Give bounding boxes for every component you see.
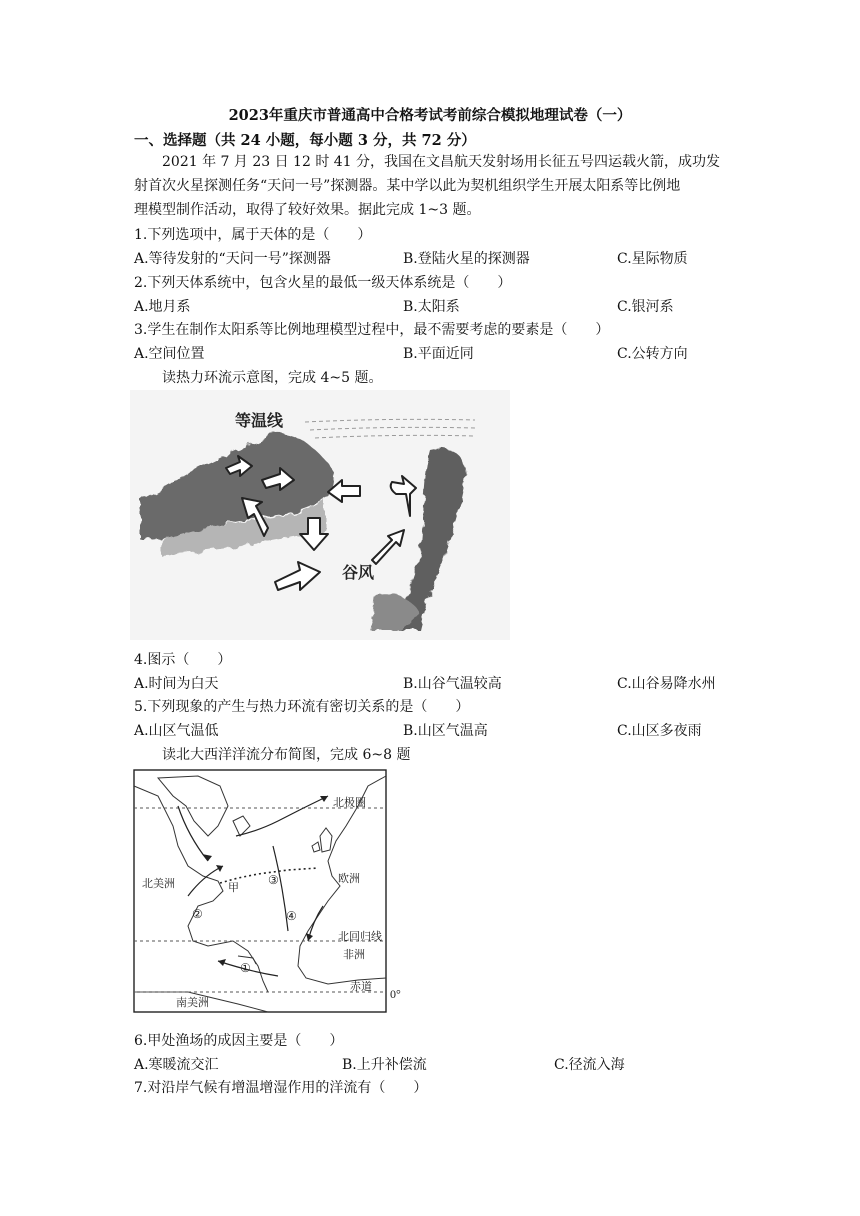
question-3-option-a: A.空间位置	[134, 346, 205, 362]
figure-1-intro: 读热力环流示意图，完成 4~5 题。	[162, 370, 383, 386]
question-1-option-a: A.等待发射的“天问一号”探测器	[134, 251, 331, 267]
question-4-stem: 4.图示（ ）	[134, 652, 232, 668]
north-america-label: 北美洲	[142, 878, 175, 890]
intro-paragraph	[134, 150, 734, 222]
question-6-option-c: C.径流入海	[554, 1057, 625, 1073]
south-america-label: 南美洲	[176, 997, 209, 1009]
question-3-stem: 3.学生在制作太阳系等比例地理模型过程中，最不需要考虑的要素是（ ）	[134, 322, 610, 338]
intro-line-3: 理模型制作活动，取得了较好效果。据此完成 1~3 题。	[134, 202, 481, 218]
question-1-stem: 1.下列选项中，属于天体的是（ ）	[134, 227, 372, 243]
current-4-label: ④	[286, 909, 297, 923]
valley-wind-label: 谷风	[342, 565, 375, 582]
question-5-option-b: B.山区气温高	[403, 723, 488, 739]
question-6-stem: 6.甲处渔场的成因主要是（ ）	[134, 1033, 344, 1049]
question-5-stem: 5.下列现象的产生与热力环流有密切关系的是（ ）	[134, 699, 470, 715]
question-5-option-c: C.山区多夜雨	[617, 723, 702, 739]
current-2-label: ②	[192, 907, 203, 921]
question-1-option-c: C.星际物质	[617, 251, 688, 267]
question-2-option-c: C.银河系	[617, 299, 674, 315]
current-3-label: ③	[268, 873, 279, 887]
jia-label: 甲	[228, 882, 239, 894]
thermal-circulation-figure	[130, 390, 510, 640]
zero-degree-label: 0°	[390, 987, 401, 1001]
equator-label: 赤道	[350, 981, 372, 993]
isotherm-label: 等温线	[235, 413, 284, 430]
africa-label: 非洲	[343, 949, 365, 961]
intro-line-2: 射首次火星探测任务“天问一号”探测器。某中学以此为契机组织学生开展太阳系等比例地	[134, 178, 681, 194]
current-1-label: ①	[240, 961, 251, 975]
question-2-option-b: B.太阳系	[403, 299, 460, 315]
question-3-option-b: B.平面近同	[403, 346, 474, 362]
exam-title: 2023年重庆市普通高中合格考试考前综合模拟地理试卷（一）	[228, 107, 632, 124]
question-3-option-c: C.公转方向	[617, 346, 688, 362]
question-6-option-b: B.上升补偿流	[342, 1057, 427, 1073]
question-6-option-a: A.寒暖流交汇	[134, 1057, 219, 1073]
north-atlantic-currents-map	[128, 766, 414, 1020]
question-2-option-a: A.地月系	[134, 299, 191, 315]
question-4-option-c: C.山谷易降水州	[617, 676, 716, 692]
question-7-stem: 7.对沿岸气候有增温增湿作用的洋流有（ ）	[134, 1080, 428, 1096]
tropic-of-cancer-label: 北回归线	[338, 931, 382, 943]
europe-label: 欧洲	[338, 873, 360, 885]
question-4-option-b: B.山谷气温较高	[403, 676, 502, 692]
question-5-option-a: A.山区气温低	[134, 723, 219, 739]
arctic-circle-label: 北极圈	[333, 797, 366, 809]
question-4-option-a: A.时间为白天	[134, 676, 219, 692]
figure-2-intro: 读北大西洋洋流分布简图，完成 6~8 题	[162, 747, 411, 763]
question-1-option-b: B.登陆火星的探测器	[403, 251, 530, 267]
section-heading: 一、选择题（共 24 小题，每小题 3 分，共 72 分）	[134, 132, 476, 149]
question-2-stem: 2.下列天体系统中，包含火星的最低一级天体系统是（ ）	[134, 275, 512, 291]
intro-line-1: 2021 年 7 月 23 日 12 时 41 分，我国在文昌航天发射场用长征五号四运载火箭，成功发	[162, 154, 721, 170]
